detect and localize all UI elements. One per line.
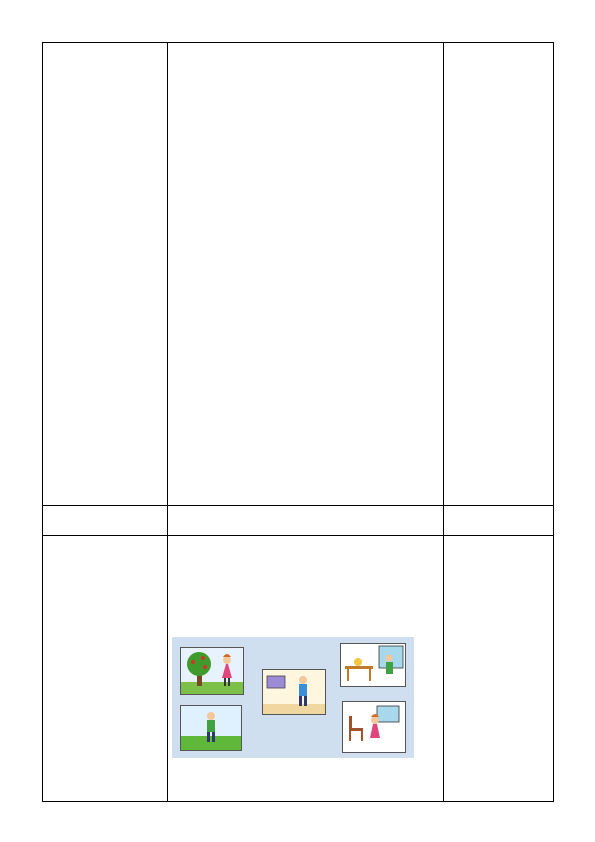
thumb-boy-outdoor bbox=[180, 705, 242, 751]
table-row-divider-1 bbox=[42, 505, 554, 506]
thumb-tree-scene bbox=[180, 647, 244, 695]
table-divider-col1 bbox=[167, 42, 168, 802]
chair-icon bbox=[349, 716, 363, 741]
girl-icon bbox=[222, 654, 232, 686]
girl-icon bbox=[386, 655, 394, 675]
boy-icon bbox=[299, 676, 307, 706]
slide-illustration bbox=[172, 637, 414, 758]
thumb-chair-scene bbox=[342, 701, 406, 753]
thumb-table-scene bbox=[340, 643, 406, 687]
table-divider-col2 bbox=[443, 42, 444, 802]
table-border-bottom bbox=[42, 801, 554, 802]
table-border-left bbox=[42, 42, 43, 802]
table-row-divider-2 bbox=[42, 535, 554, 536]
thumb-boy-scene bbox=[262, 669, 326, 715]
table-border-top bbox=[42, 42, 554, 43]
table-border-right bbox=[553, 42, 554, 802]
window-icon bbox=[267, 676, 285, 688]
